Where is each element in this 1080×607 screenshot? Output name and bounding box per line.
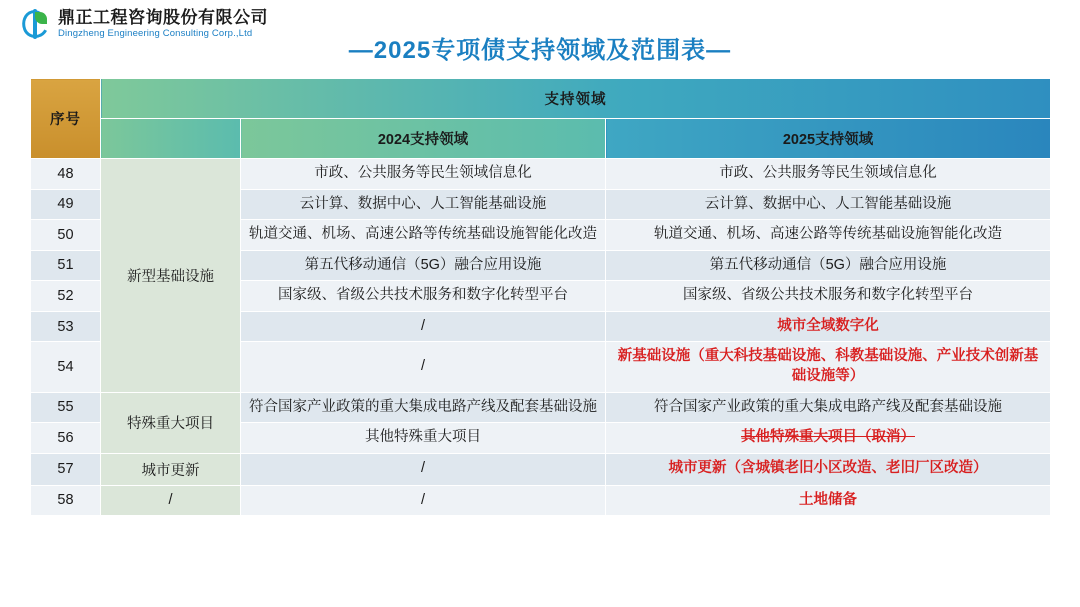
header-2024: 2024支持领域 [241, 119, 606, 159]
company-name-cn: 鼎正工程咨询股份有限公司 [58, 8, 268, 28]
row-2025: 轨道交通、机场、高速公路等传统基础设施智能化改造 [606, 220, 1051, 251]
row-no: 55 [31, 392, 101, 423]
header-group: 支持领域 [101, 79, 1051, 119]
row-2025: 市政、公共服务等民生领域信息化 [606, 159, 1051, 190]
header-2025: 2025支持领域 [606, 119, 1051, 159]
row-2025 [606, 423, 1051, 454]
row-no: 49 [31, 189, 101, 220]
table-body [31, 159, 1051, 516]
table-row [31, 485, 1051, 516]
row-category: 特殊重大项目 [101, 392, 241, 453]
row-2024: / [241, 485, 606, 516]
row-no: 51 [31, 250, 101, 281]
row-2024: 轨道交通、机场、高速公路等传统基础设施智能化改造 [241, 220, 606, 251]
row-category: 城市更新 [101, 453, 241, 485]
row-2025: 第五代移动通信（5G）融合应用设施 [606, 250, 1051, 281]
company-name-en: Dingzheng Engineering Consulting Corp.,Ltd [58, 28, 253, 40]
row-no: 53 [31, 311, 101, 342]
row-2024: 市政、公共服务等民生领域信息化 [241, 159, 606, 190]
support-scope-table [30, 78, 1051, 516]
table-header [31, 79, 1051, 159]
row-category: / [101, 485, 241, 516]
row-2025: 新基础设施（重大科技基础设施、科教基础设施、产业技术创新基础设施等） [606, 342, 1051, 392]
row-2025: 云计算、数据中心、人工智能基础设施 [606, 189, 1051, 220]
support-scope-table-wrapper [30, 78, 1050, 516]
table-header-row-2 [31, 119, 1051, 159]
row-2024: / [241, 311, 606, 342]
row-no: 58 [31, 485, 101, 516]
row-no: 48 [31, 159, 101, 190]
table-header-row-1 [31, 79, 1051, 119]
row-2025: 国家级、省级公共技术服务和数字化转型平台 [606, 281, 1051, 312]
row-2025: 符合国家产业政策的重大集成电路产线及配套基础设施 [606, 392, 1051, 423]
row-2025-text: 其他特殊重大项目（取消） [741, 429, 915, 446]
row-2024: / [241, 342, 606, 392]
row-2024: 云计算、数据中心、人工智能基础设施 [241, 189, 606, 220]
header-category-spacer [101, 119, 241, 159]
table-row [31, 453, 1051, 485]
row-2025: 城市全域数字化 [606, 311, 1051, 342]
row-2025: 城市更新（含城镇老旧小区改造、老旧厂区改造） [606, 453, 1051, 485]
row-2024: 第五代移动通信（5G）融合应用设施 [241, 250, 606, 281]
row-2024: 符合国家产业政策的重大集成电路产线及配套基础设施 [241, 392, 606, 423]
row-2024: 国家级、省级公共技术服务和数字化转型平台 [241, 281, 606, 312]
row-2024: / [241, 453, 606, 485]
row-no: 52 [31, 281, 101, 312]
row-no: 50 [31, 220, 101, 251]
row-no: 56 [31, 423, 101, 454]
page-title: —2025专项债支持领域及范围表— [348, 37, 732, 64]
row-2025: 土地储备 [606, 485, 1051, 516]
row-no: 54 [31, 342, 101, 392]
row-2024: 其他特殊重大项目 [241, 423, 606, 454]
header-no: 序号 [31, 79, 101, 159]
table-row [31, 392, 1051, 423]
row-category: 新型基础设施 [101, 159, 241, 393]
row-no: 57 [31, 453, 101, 485]
table-row [31, 159, 1051, 190]
